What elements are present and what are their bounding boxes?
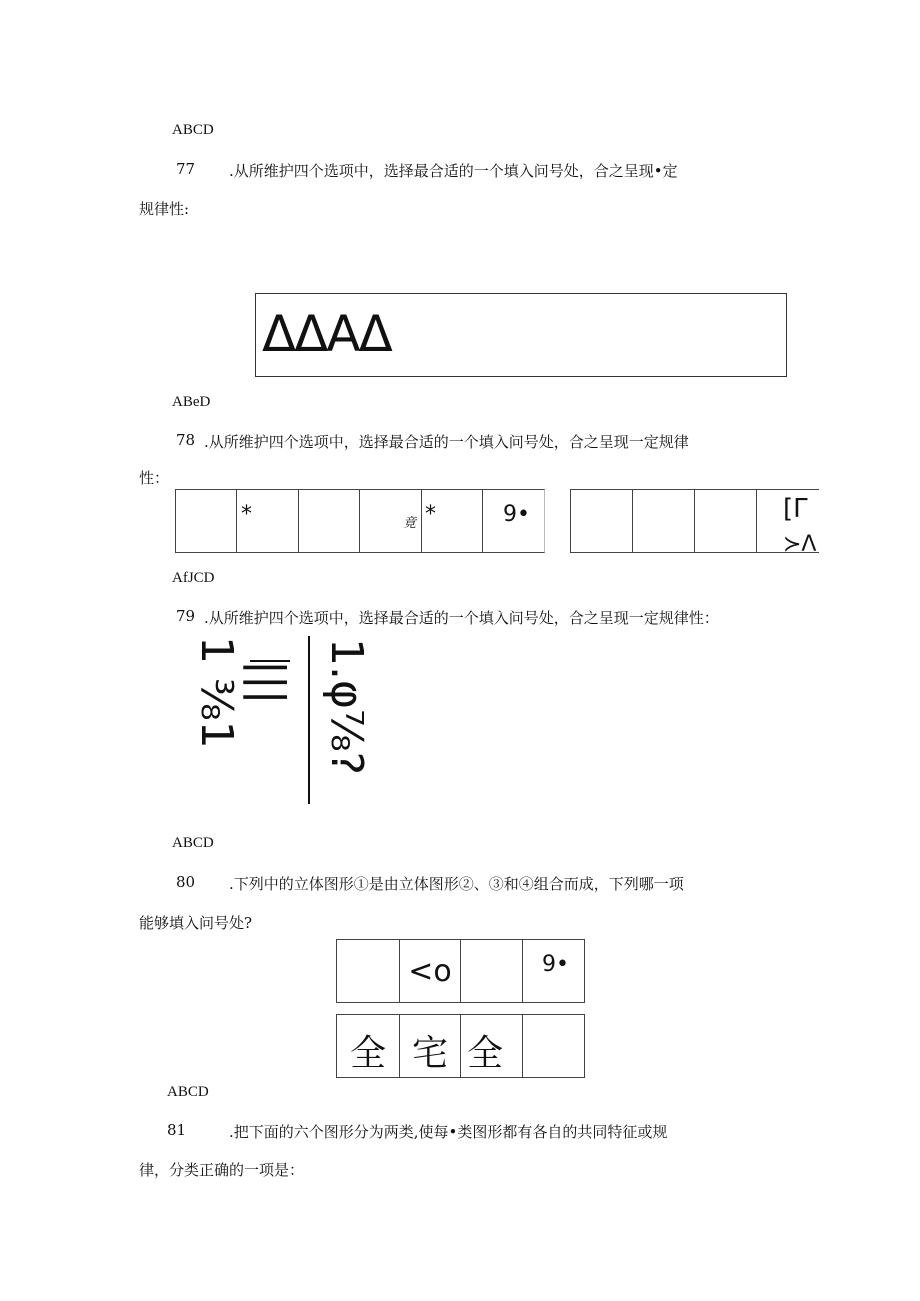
question-text: 性： bbox=[139, 469, 170, 487]
figure-cell bbox=[522, 939, 585, 1003]
question-number: 78 bbox=[176, 431, 196, 449]
star-icon: * bbox=[425, 502, 436, 527]
question-number: 81 bbox=[167, 1121, 187, 1139]
triangle-sequence: ΔΔAΔ bbox=[262, 305, 391, 363]
figure-cell bbox=[460, 939, 523, 1003]
question-number: 80 bbox=[176, 873, 196, 891]
char-shape: 全 bbox=[466, 1033, 503, 1074]
dot-shape: 9• bbox=[503, 502, 530, 527]
dot-shape: 9• bbox=[542, 952, 569, 977]
rotated-figure bbox=[191, 636, 378, 811]
arrow-shape: ≻Λ bbox=[783, 532, 817, 557]
question-text: 律，分类正确的一项是： bbox=[139, 1161, 305, 1179]
figure-cell bbox=[570, 489, 633, 553]
figure-column: 1.φ⅞? bbox=[321, 638, 372, 776]
figure-cell bbox=[359, 489, 422, 553]
figure-cell bbox=[298, 489, 360, 553]
figure-column: ||| bbox=[243, 660, 294, 705]
question-text: 规律性: bbox=[139, 200, 190, 218]
star-icon: * bbox=[241, 502, 252, 527]
figure-box bbox=[255, 293, 787, 377]
question-text: .把下面的六个图形分为两类,使每•类图形都有各自的共同特征或规 bbox=[229, 1123, 668, 1141]
figure-cell bbox=[522, 1014, 585, 1078]
figure-cell bbox=[399, 1014, 461, 1078]
figure-cell bbox=[756, 489, 819, 557]
question-text: .从所维护四个选项中，选择最合适的一个填入问号处，合之呈现•定 bbox=[229, 162, 678, 180]
question-text: .下列中的立体图形①是由立体图形②、③和④组合而成，下列哪一项 bbox=[229, 875, 684, 893]
divider bbox=[308, 636, 310, 804]
char-shape: 全 bbox=[349, 1033, 386, 1074]
figure-cell bbox=[336, 1014, 400, 1078]
options-label: AfJCD bbox=[172, 570, 215, 586]
figure-cell bbox=[236, 489, 299, 553]
options-label: ABCD bbox=[172, 122, 214, 138]
bracket-circle-shape: <o bbox=[408, 954, 452, 989]
figure-cell bbox=[460, 1014, 523, 1078]
options-label: ABCD bbox=[172, 835, 214, 851]
options-label: ABeD bbox=[172, 394, 211, 410]
figure-cell bbox=[694, 489, 757, 553]
figure-column: 1 ⅜1 bbox=[191, 636, 242, 749]
options-label: ABCD bbox=[167, 1084, 209, 1100]
figure-cell bbox=[175, 489, 237, 553]
question-number: 79 bbox=[176, 607, 196, 625]
question-text: .从所维护四个选项中，选择最合适的一个填入问号处，合之呈现一定规律性： bbox=[204, 609, 719, 627]
question-text: 能够填入问号处? bbox=[139, 914, 253, 932]
question-text: .从所维护四个选项中，选择最合适的一个填入问号处，合之呈现一定规律 bbox=[204, 433, 689, 451]
question-number: 77 bbox=[176, 160, 196, 178]
figure-cell bbox=[632, 489, 695, 553]
figure-cell bbox=[336, 939, 400, 1003]
bracket-shape: [Γ bbox=[783, 494, 808, 524]
char-shape: 宅 bbox=[411, 1033, 448, 1074]
char-mark: 竟 bbox=[403, 516, 417, 531]
figure-cell bbox=[399, 939, 461, 1003]
figure-cell bbox=[482, 489, 545, 553]
figure-cell bbox=[421, 489, 483, 553]
